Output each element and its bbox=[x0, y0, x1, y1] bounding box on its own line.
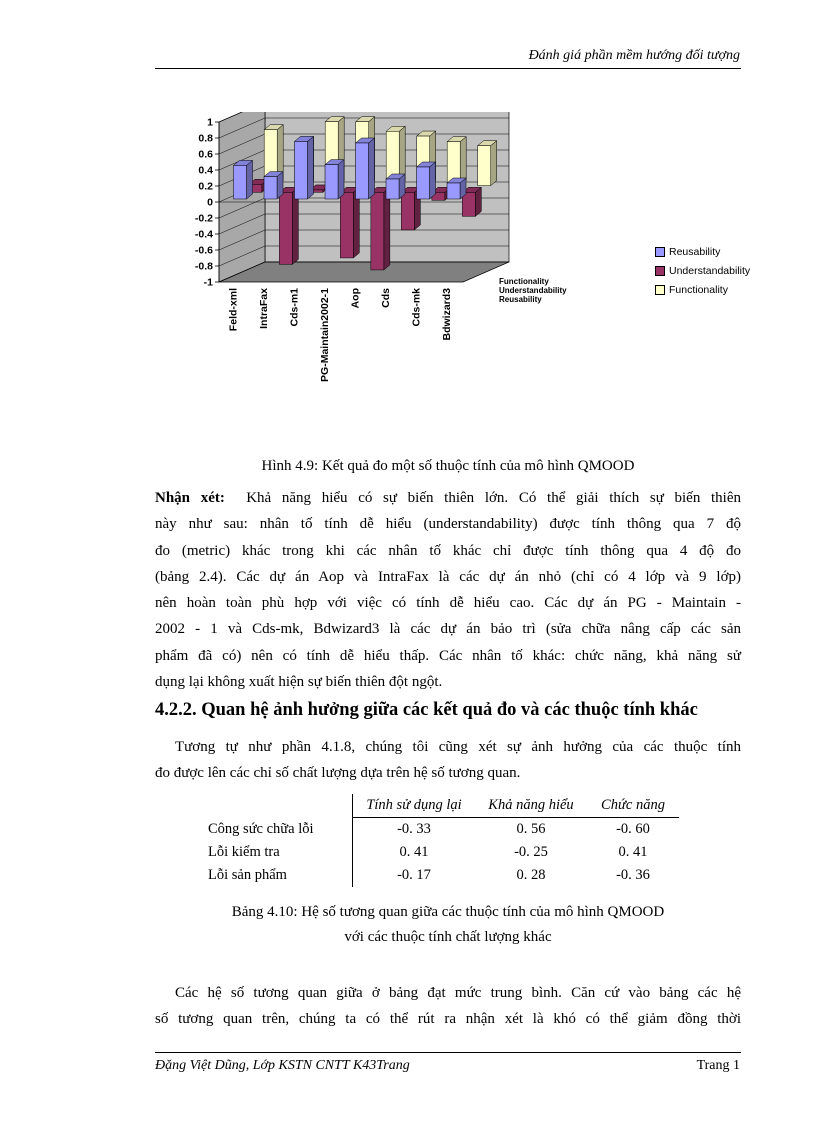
y-tick-label: 0.4 bbox=[198, 164, 213, 177]
bar-side-reusability bbox=[308, 136, 314, 199]
table-cell: -0. 17 bbox=[397, 867, 431, 883]
conclusion-line: Các hệ số tương quan giữa ở bảng đạt mức trung bình. Căn cứ vào bảng các hệ bbox=[175, 985, 741, 1001]
legend-label: Reusability bbox=[669, 245, 721, 258]
bar-reusability bbox=[386, 179, 399, 199]
table-row bbox=[206, 864, 679, 887]
table-cell: 0. 41 bbox=[618, 844, 648, 860]
table-caption-line2: với các thuộc tính chất lượng khác bbox=[344, 929, 552, 945]
depth-axis-label: Reusability bbox=[499, 295, 542, 304]
bar-side-functionality bbox=[491, 141, 497, 186]
row-label: Lỗi kiểm tra bbox=[206, 841, 353, 864]
y-tick-label: -0.4 bbox=[194, 228, 213, 241]
table-caption-line1: Bảng 4.10: Hệ số tương quan giữa các thuộc tính của mô hình QMOOD bbox=[231, 904, 665, 920]
x-category-label: PG-Maintain2002-1 bbox=[319, 288, 332, 382]
legend-swatch bbox=[655, 247, 665, 257]
x-category-label: Cds bbox=[380, 288, 393, 308]
table-cell: 0. 41 bbox=[399, 844, 429, 860]
table-cell: -0. 60 bbox=[616, 821, 650, 837]
table-cell: -0. 36 bbox=[616, 867, 650, 883]
remark-line: này như sau: nhân tố tính dễ hiểu (understandability) được tính thông qua 7 độ bbox=[155, 516, 741, 533]
intro-paragraph bbox=[155, 734, 741, 787]
table-header-row bbox=[206, 794, 679, 818]
bar-understandability bbox=[279, 192, 292, 264]
y-tick-label: -0.8 bbox=[194, 260, 213, 273]
legend-item-understandability bbox=[655, 261, 750, 280]
bar-reusability bbox=[295, 141, 308, 199]
y-tick-label: -1 bbox=[203, 276, 213, 289]
section-heading: 4.2.2. Quan hệ ảnh hưởng giữa các kết quả đo và các thuộc tính khác bbox=[155, 700, 698, 720]
intro-line: đo được lên các chỉ số chất lượng dựa trên hệ số tương quan. bbox=[155, 765, 521, 782]
bar-side-reusability bbox=[369, 138, 375, 199]
legend-swatch bbox=[655, 285, 665, 295]
x-category-label: Cds-mk bbox=[410, 288, 423, 327]
remark-line: 2002 - 1 và Cds-mk, Bdwizard3 là các dự án bảo trì (sửa chữa nâng cấp các sản bbox=[155, 621, 741, 638]
row-label: Công sức chữa lỗi bbox=[206, 818, 353, 842]
y-tick-label: -0.2 bbox=[194, 212, 213, 225]
legend-swatch bbox=[655, 266, 665, 276]
bar-understandability bbox=[462, 192, 475, 216]
page-header-title: Đánh giá phần mềm hướng đối tượng bbox=[528, 48, 740, 63]
header-rule bbox=[155, 68, 741, 69]
footer-rule bbox=[155, 1052, 741, 1053]
column-header: Chức năng bbox=[587, 794, 679, 818]
conclusion-paragraph bbox=[155, 980, 741, 1033]
x-category-label: IntraFax bbox=[258, 288, 271, 329]
remark-paragraph bbox=[155, 485, 741, 695]
figure-caption: Hình 4.9: Kết quả đo một số thuộc tính của mô hình QMOOD bbox=[261, 458, 635, 474]
table-cell: 0. 56 bbox=[516, 821, 546, 837]
y-tick-label: -0.6 bbox=[194, 244, 213, 257]
legend-item-functionality bbox=[655, 280, 750, 299]
bar-side-reusability bbox=[247, 160, 253, 199]
chart-legend bbox=[655, 242, 750, 299]
footer-author: Đặng Việt Dũng, Lớp KSTN CNTT K43Trang bbox=[155, 1058, 410, 1073]
bar-reusability bbox=[356, 143, 369, 199]
y-tick-label: 0.6 bbox=[198, 148, 213, 161]
bar-reusability bbox=[264, 177, 277, 199]
x-category-label: Cds-m1 bbox=[288, 288, 301, 327]
depth-axis-label: Functionality bbox=[499, 277, 549, 286]
bar-reusability bbox=[234, 165, 247, 199]
bar-reusability bbox=[447, 183, 460, 199]
bar-functionality bbox=[478, 146, 491, 186]
bar-side-understandability bbox=[384, 187, 390, 270]
x-category-label: Aop bbox=[349, 288, 362, 309]
chart-floor bbox=[219, 262, 509, 282]
intro-line: Tương tự như phần 4.1.8, chúng tôi cũng xét sự ảnh hưởng của các thuộc tính bbox=[175, 739, 741, 755]
bar-understandability bbox=[371, 192, 384, 270]
qmood-bar-chart bbox=[185, 112, 585, 432]
y-tick-label: 0.2 bbox=[198, 180, 213, 193]
legend-label: Understandability bbox=[669, 264, 751, 277]
legend-item-reusability bbox=[655, 242, 750, 261]
bar-side-reusability bbox=[338, 160, 344, 199]
bar-understandability bbox=[340, 192, 353, 258]
y-tick-label: 0 bbox=[207, 196, 213, 209]
bar-reusability bbox=[417, 167, 430, 199]
table-cell: -0. 25 bbox=[514, 844, 548, 860]
column-header: Tính sử dụng lại bbox=[353, 794, 476, 818]
conclusion-line: số tương quan trên, chúng ta có thể rút ra nhận xét là khó có thể giảm đồng thời bbox=[155, 1011, 741, 1028]
remark-line: đo (metric) khác trong khi các nhân tố khác chỉ được tính thông qua 4 độ đo bbox=[155, 542, 741, 559]
remark-line: nên hoàn toàn phù hợp với việc có tính dễ hiểu cao. Các dự án PG - Maintain - bbox=[155, 595, 741, 612]
bar-reusability bbox=[325, 165, 338, 199]
depth-axis-label: Understandability bbox=[499, 286, 567, 295]
row-label: Lỗi sản phẩm bbox=[206, 864, 353, 887]
x-category-label: Bdwizard3 bbox=[441, 288, 454, 341]
y-tick-label: 0.8 bbox=[198, 132, 213, 145]
table-row bbox=[206, 841, 679, 864]
table-cell: 0. 28 bbox=[516, 867, 546, 883]
footer-page-number: Trang 1 bbox=[696, 1058, 740, 1073]
remark-line: Khả năng hiểu có sự biến thiên lớn. Có thể giải thích sự biến thiên bbox=[246, 490, 742, 506]
column-header: Khả năng hiểu bbox=[475, 794, 587, 818]
x-category-label: Feld-xml bbox=[227, 288, 240, 332]
table-row bbox=[206, 818, 679, 842]
remark-line: dụng lại không xuất hiện sự biến thiên đột ngột. bbox=[155, 674, 443, 691]
bar-understandability bbox=[401, 192, 414, 230]
remark-line: (bảng 2.4). Các dự án Aop và IntraFax là các dự án nhỏ (chỉ có 4 lớp và 9 lớp) bbox=[155, 568, 741, 585]
correlation-table bbox=[206, 794, 679, 887]
table-cell: -0. 33 bbox=[397, 821, 431, 837]
remark-line: phẩm đã có) nên có tính dễ hiểu thấp. Các nhân tố khác: chức năng, khả năng sử bbox=[155, 647, 741, 664]
legend-label: Functionality bbox=[669, 283, 728, 296]
remark-label: Nhận xét: bbox=[155, 490, 225, 506]
y-tick-label: 1 bbox=[207, 116, 213, 129]
bar-side-reusability bbox=[430, 162, 436, 199]
